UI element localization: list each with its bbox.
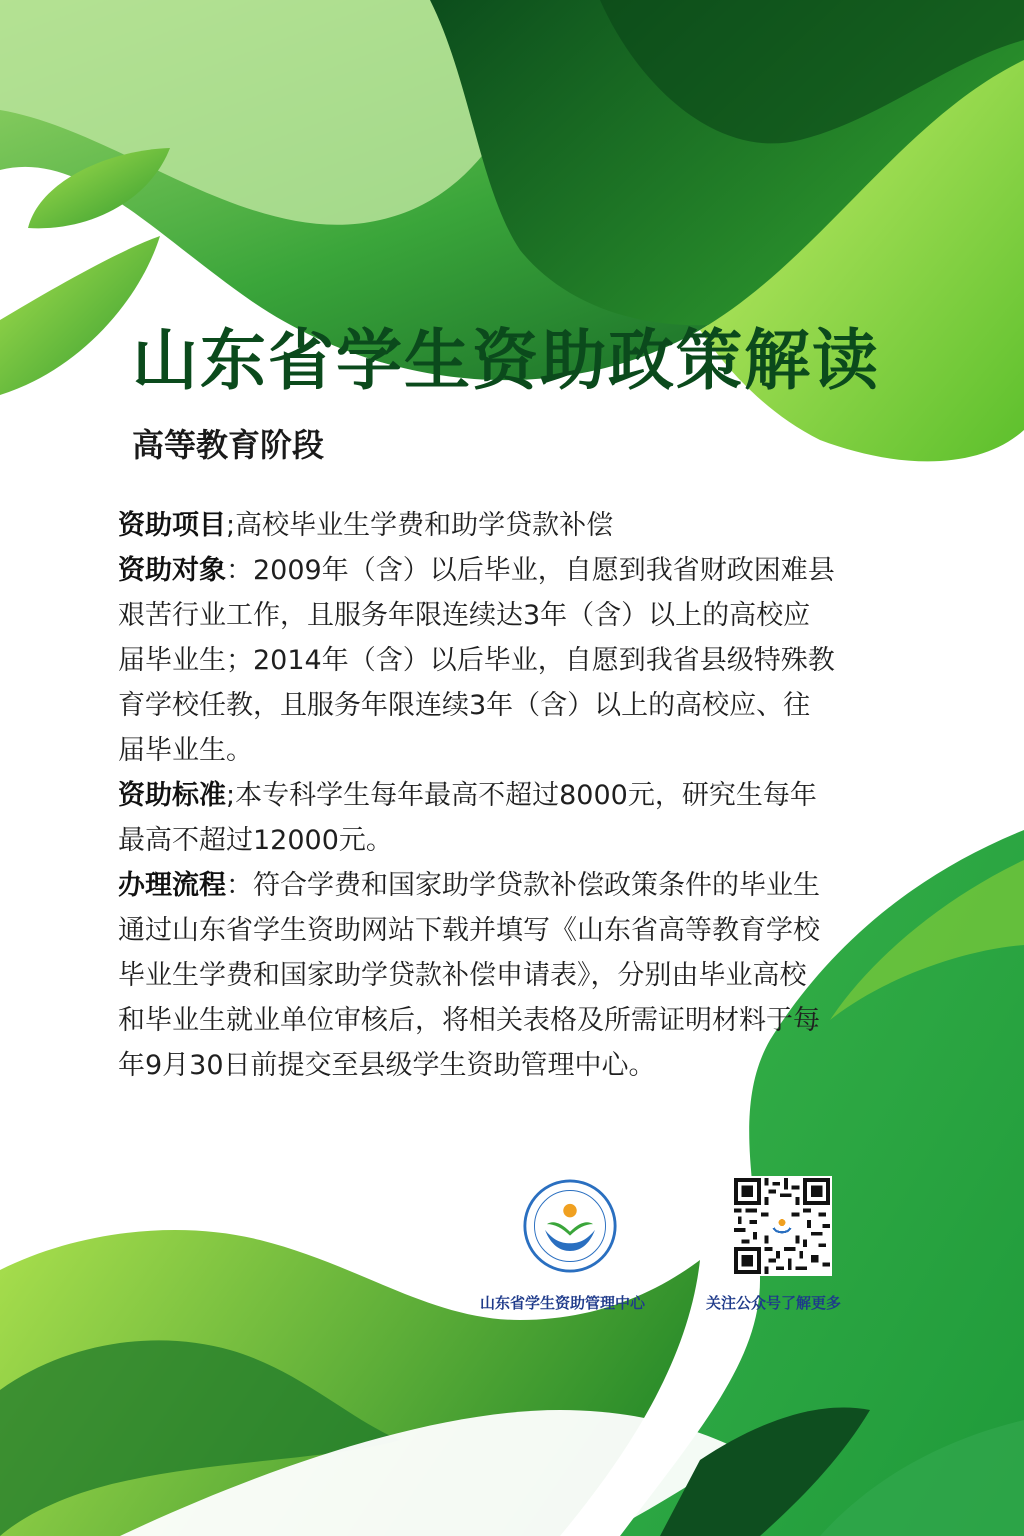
page-subtitle: 高等教育阶段: [132, 426, 325, 464]
target-text: 2009年（含）以后毕业，自愿到我省财政困难县: [253, 555, 835, 586]
standard-label: 资助标准: [118, 780, 226, 811]
process-text: 毕业生学费和国家助学贷款补偿申请表》，分别由毕业高校: [118, 960, 807, 991]
target-text: 届毕业生。: [118, 735, 253, 766]
footer: [470, 1170, 870, 1320]
standard-sep: ;: [226, 780, 236, 811]
target-label: 资助对象: [118, 555, 226, 586]
standard-line: [118, 773, 928, 818]
project-sep: ;: [226, 510, 236, 541]
process-text: 符合学费和国家助学贷款补偿政策条件的毕业生: [253, 870, 820, 901]
qr-caption: 关注公众号了解更多: [706, 1294, 842, 1312]
process-text: 和毕业生就业单位审核后，将相关表格及所需证明材料于每: [118, 1005, 820, 1036]
target-line: [118, 548, 928, 593]
target-sep: ：: [226, 555, 253, 586]
qr-code: [732, 1176, 832, 1276]
project-line: [118, 503, 928, 548]
org-name: 山东省学生资助管理中心: [480, 1294, 646, 1312]
project-text: 高校毕业生学费和助学贷款补偿: [235, 510, 614, 541]
qr-code-icon: [734, 1178, 830, 1274]
project-label: 资助项目: [118, 510, 226, 541]
process-line: [118, 863, 928, 908]
target-text: 届毕业生；2014年（含）以后毕业，自愿到我省县级特殊教: [118, 645, 835, 676]
page-title: 山东省学生资助政策解读: [132, 322, 880, 399]
process-text: 年9月30日前提交至县级学生资助管理中心。: [118, 1050, 656, 1081]
policy-body: [118, 503, 928, 1088]
process-label: 办理流程: [118, 870, 226, 901]
target-text: 育学校任教，且服务年限连续3年（含）以上的高校应、往: [118, 690, 811, 721]
process-text: 通过山东省学生资助网站下载并填写《山东省高等教育学校: [118, 915, 820, 946]
student-aid-logo-icon: [522, 1178, 618, 1274]
standard-text: 本专科学生每年最高不超过8000元，研究生每年: [235, 780, 817, 811]
process-sep: ：: [226, 870, 253, 901]
target-text: 艰苦行业工作，且服务年限连续达3年（含）以上的高校应: [118, 600, 811, 631]
standard-text: 最高不超过12000元。: [118, 825, 393, 856]
